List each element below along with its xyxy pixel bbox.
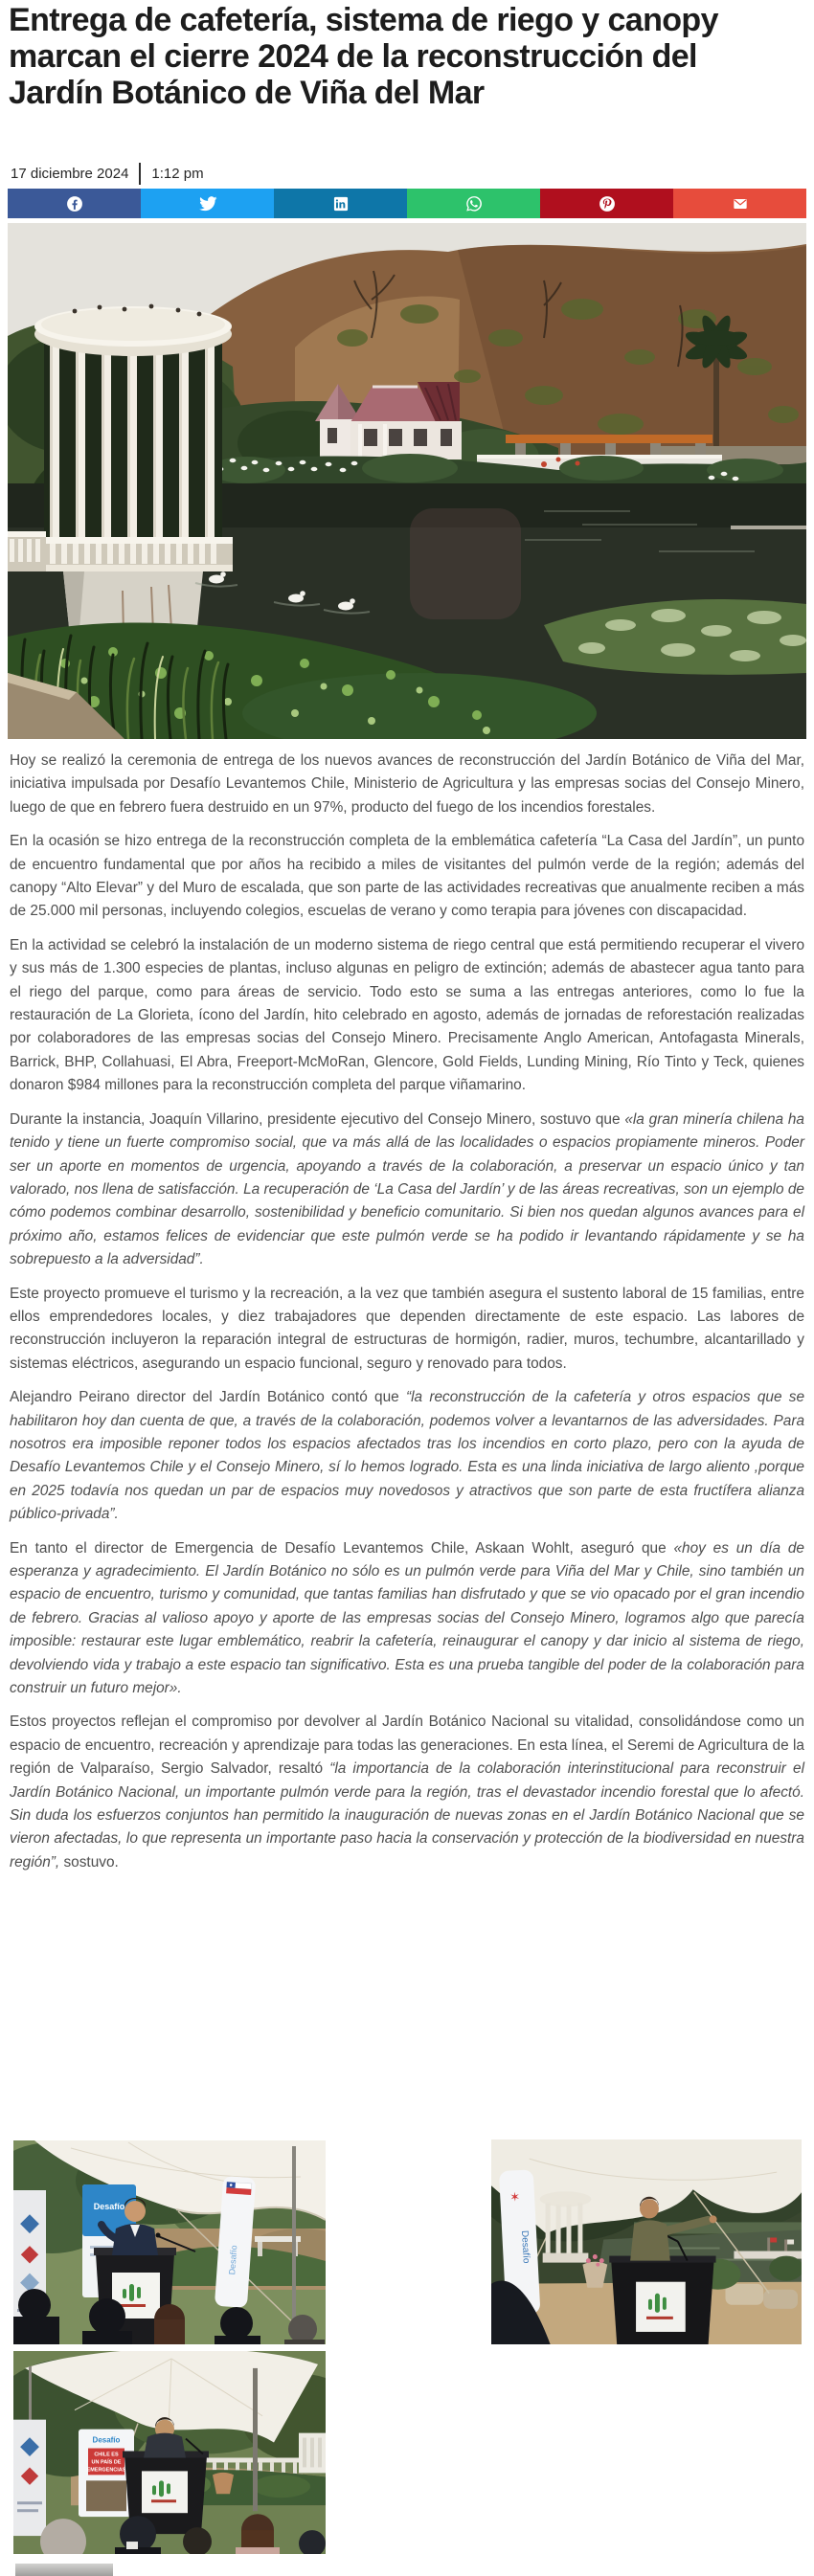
article-paragraph: Este proyecto promueve el turismo y la recreación, a la vez que también asegura el sustento laboral de 15 familias, entre ellos emprendedores locales, y diez trabajadores que dependen directamente de este espacio. Las labores de reconstrucción incluyeron la reparación integral de estructuras de hormigón, radier, muros, techumbre, alcantarillado y sistemas eléctricos, asegurando un espacio funcional, seguro y renovado para todos. — [10, 1285, 804, 1372]
gallery-photo-3[interactable] — [13, 2351, 326, 2554]
twitter-icon — [198, 194, 217, 213]
linkedin-icon — [331, 194, 350, 213]
share-pinterest-button[interactable] — [540, 189, 673, 218]
gallery-photo-4-partial[interactable] — [15, 2564, 113, 2576]
share-whatsapp-button[interactable] — [407, 189, 540, 218]
article-paragraph: Hoy se realizó la ceremonia de entrega de los nuevos avances de reconstrucción del Jardín Botánico de Viña del Mar, iniciativa impulsada por Desafío Levantemos Chile, Ministerio de Agricultura y las empresas socias del Consejo Minero, luego de que en febrero fuera destruido en un 97%, producto del fuego de los incendios forestales. — [10, 752, 804, 816]
banner-desafio-text: Desafío — [519, 2229, 531, 2264]
share-linkedin-button[interactable] — [274, 189, 407, 218]
banner-line-3: EMERGENCIAS — [86, 2467, 126, 2474]
gallery-photo-2-illustration — [491, 2139, 802, 2344]
share-email-button[interactable] — [673, 189, 806, 218]
article-paragraph: En la ocasión se hizo entrega de la reconstrucción completa de la emblemática cafetería “La Casa del Jardín”, un punto de encuentro fundamental que por años ha recibido a miles de visitantes del pulmón verde de la región; además del canopy “Alto Elevar” y del Muro de escalada, que son parte de las actividades recreativas que anualmente reciben a más de 25.000 mil personas, incluyendo colegios, escuelas de verano y como terapia para jóvenes con discapacidad. — [10, 833, 804, 920]
email-icon — [731, 194, 750, 213]
gallery-photo-1-illustration — [13, 2140, 326, 2344]
share-twitter-button[interactable] — [141, 189, 274, 218]
article-paragraph: En la actividad se celebró la instalación de un moderno sistema de riego central que está permitiendo recuperar el vivero y sus más de 1.300 especies de plantas, incluso algunas en peligro de extinción; además de abastecer agua tanto para el riego del parque, como para áreas de servicio. Todo esto se suma a las entregas anteriores, como lo fue la restauración de La Glorieta, ícono del Jardín, hito celebrado en agosto, además de jornadas de reforestación realizadas por colaboradores de las empresas socias del Consejo Minero. Precisamente Anglo American, Antofagasta Minerals, Barrick, BHP, Collahuasi, El Abra, Freeport-McMoRan, Glencore, Gold Fields, Lunding Mining, Río Tinto y Teck, quienes donaron $984 millones para la reconstrucción completa del parque viñamarino. — [10, 936, 804, 1094]
svg-text:✶: ✶ — [509, 2190, 521, 2206]
article-time: 1:12 pm — [151, 166, 204, 182]
article-paragraph: Durante la instancia, Joaquín Villarino, presidente ejecutivo del Consejo Minero, sostuvo que «la gran minería chilena ha tenido y tiene un fuerte compromiso social, que va más allá de las localidades o espacios propiamente mineros. Poder ser un aporte en momentos de urgencia, apoyando a través de la colaboración, a preservar un espacio único y tan valorado, nos llena de satisfacción. La recuperación de ‘La Casa del Jardín’ y de las áreas recreativas, son un ejemplo de cómo podemos combinar desarrollo, sostenibilidad y beneficio comunitario. Si bien nos quedan algunos avances para el próximo año, estamos felices de evidenciar que este pulmón verde se ha podido ir levantando rápidamente y se ha sobrepuesto a la adversidad”. — [10, 1110, 804, 1268]
gallery-photo-1[interactable] — [13, 2140, 326, 2344]
share-buttons — [8, 189, 806, 218]
meta-separator — [139, 163, 141, 185]
hero-illustration — [8, 223, 806, 739]
svg-text:Desafío: Desafío — [227, 2245, 239, 2275]
pinterest-icon — [598, 194, 617, 213]
article-paragraph: Estos proyectos reflejan el compromiso por devolver al Jardín Botánico Nacional su vitalidad, consolidándose como un espacio de encuentro, recreación y aprendizaje para todas las generaciones. En esta línea, el Seremi de Agricultura de la región de Valparaíso, Sergio Salvador, resaltó “la importancia de la colaboración interinstitucional para reconstruir el Jardín Botánico Nacional, un importante pulmón verde para la región, tras el devastador incendio forestal que lo afectó. Sin duda los esfuerzos conjuntos han permitido la inauguración de nuevas zonas en el Jardín Botánico Nacional que se vieron afectadas, lo que representa un importante paso hacia la conservación y protección de la biodiversidad en nuestra región”, sostuvo. — [10, 1714, 805, 1870]
article-paragraph: Alejandro Peirano director del Jardín Botánico contó que “la reconstrucción de la cafetería y otros espacios que se habilitaron hoy dan cuenta de que, a través de la colaboración, podemos volver a levantarnos de las adversidades. Para nosotros era imposible reponer todos los espacios afectados tras los incendios en corto plazo, pero con la ayuda de Desafío Levantemos Chile y el Consejo Minero, sí lo hemos logrado. Esta es una linda iniciativa de largo aliento ,porque en 2025 todavía nos quedan un par de espacios muy novedosos y atractivos que son parte de esta fructífera alianza público-privada”. — [10, 1389, 805, 1523]
share-facebook-button[interactable] — [8, 189, 141, 218]
gallery-photo-3-illustration — [13, 2351, 326, 2554]
banner-line-1: CHILE ES — [94, 2452, 119, 2458]
banner-line-2: UN PAÍS DE — [91, 2459, 122, 2466]
article-meta — [11, 163, 204, 185]
gallery-photo-2[interactable] — [491, 2139, 802, 2344]
whatsapp-icon — [464, 194, 484, 213]
article-date: 17 diciembre 2024 — [11, 166, 129, 182]
banner-desafio-text: Desafío — [92, 2435, 121, 2445]
facebook-icon — [65, 194, 84, 213]
banner-desafio-text: Desafío — [93, 2202, 125, 2211]
hero-image — [8, 223, 806, 739]
article-body — [10, 750, 804, 1885]
article-paragraph: En tanto el director de Emergencia de Desafío Levantemos Chile, Askaan Wohlt, aseguró que «hoy es un día de esperanza y agradecimiento. El Jardín Botánico no sólo es un pulmón verde para Viña del Mar y Chile, sino también un espacio de encuentro, turismo y comunidad, que tantas familias han disfrutado y que se vio opacado por el gran incendio de febrero. Gracias al valioso apoyo y aporte de las empresas socias del Consejo Minero, logramos algo que parecía imposible: restaurar este lugar emblemático, reabrir la cafetería, reinaugurar el canopy y dar inicio al sistema de riego, devolviendo vida y trabajo a este espacio tan significativo. Esta es una prueba tangible del poder de la colaboración para construir un futuro mejor». — [10, 1539, 804, 1697]
article-title: Entrega de cafetería, sistema de riego y canopy marcan el cierre 2024 de la reconstrucción del Jardín Botánico de Viña del Mar — [9, 2, 718, 111]
